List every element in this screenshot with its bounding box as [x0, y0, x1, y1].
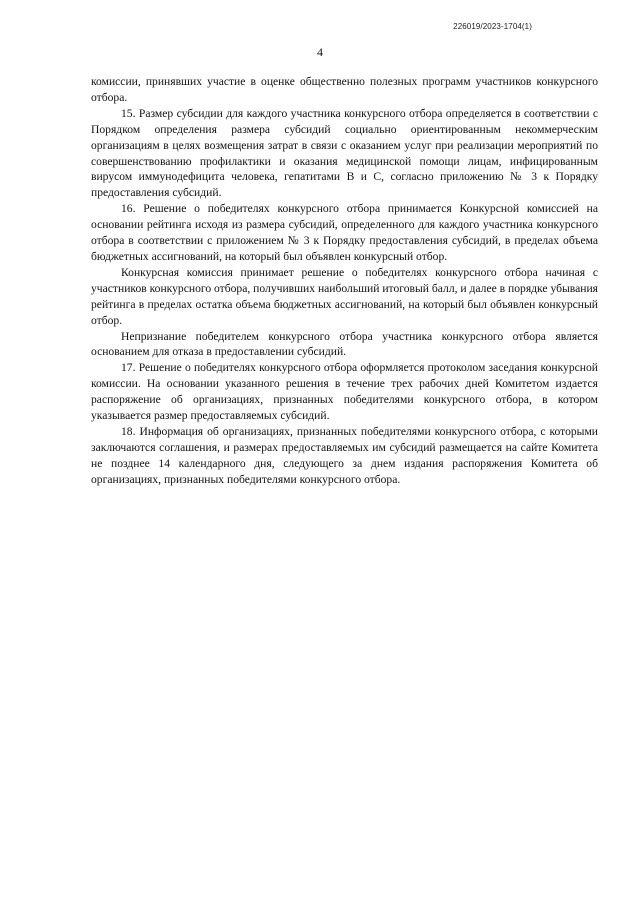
- document-registration-number: 226019/2023-1704(1): [453, 22, 532, 31]
- document-body: [91, 74, 598, 488]
- paragraph-continuation: комиссии, принявших участие в оценке общественно полезных программ участников конкурсного отбора.: [91, 75, 598, 104]
- paragraph-item-16: 16. Решение о победителях конкурсного отбора принимается Конкурсной комиссией на основании рейтинга исходя из размера субсидий, определенного для каждого участника конкурсного отбора в соответствии с приложением № 3 к Порядку предоставления субсидий, в пределах объема бюджетных ассигнований, на который был объявлен конкурсный отбор.: [91, 202, 598, 263]
- paragraph-item-15: 15. Размер субсидии для каждого участника конкурсного отбора определяется в соответствии с Порядком определения размера субсидий социально ориентированным некоммерческим организациям в целях возмещения затрат в связи с оказанием услуг при реализации мероприятий по совершенствованию профилактики и оказания медицинской помощи лицам, инфицированным вирусом иммунодефицита человека, гепатитами В и С, согласно приложению № 3 к Порядку предоставления субсидий.: [91, 106, 598, 200]
- paragraph-commission-decision: Конкурсная комиссия принимает решение о победителях конкурсного отбора начиная с участников конкурсного отбора, получивших наибольший итоговый балл, и далее в порядке убывания рейтинга в пределах остатка объема бюджетных ассигнований, на который был объявлен конкурсный отбор.: [91, 265, 598, 327]
- page-number: 4: [317, 45, 323, 59]
- paragraph-item-18: 18. Информация об организациях, признанных победителями конкурсного отбора, с которыми заключаются соглашения, и размерах предоставляемых им субсидий размещается на сайте Комитета не позднее 14 календарного дня, следующего за днем издания распоряжения Комитета об организациях, признанных победителями конкурсного отбора.: [91, 424, 598, 486]
- paragraph-non-recognition: Непризнание победителем конкурсного отбора участника конкурсного отбора является основанием для отказа в предоставлении субсидий.: [91, 329, 598, 359]
- paragraph-item-17: 17. Решение о победителях конкурсного отбора оформляется протоколом заседания конкурсной комиссии. На основании указанного решения в течение трех рабочих дней Комитетом издается распоряжение об организациях, признанных победителями конкурсного отбора, в котором указывается размер предоставляемых субсидий.: [91, 361, 598, 423]
